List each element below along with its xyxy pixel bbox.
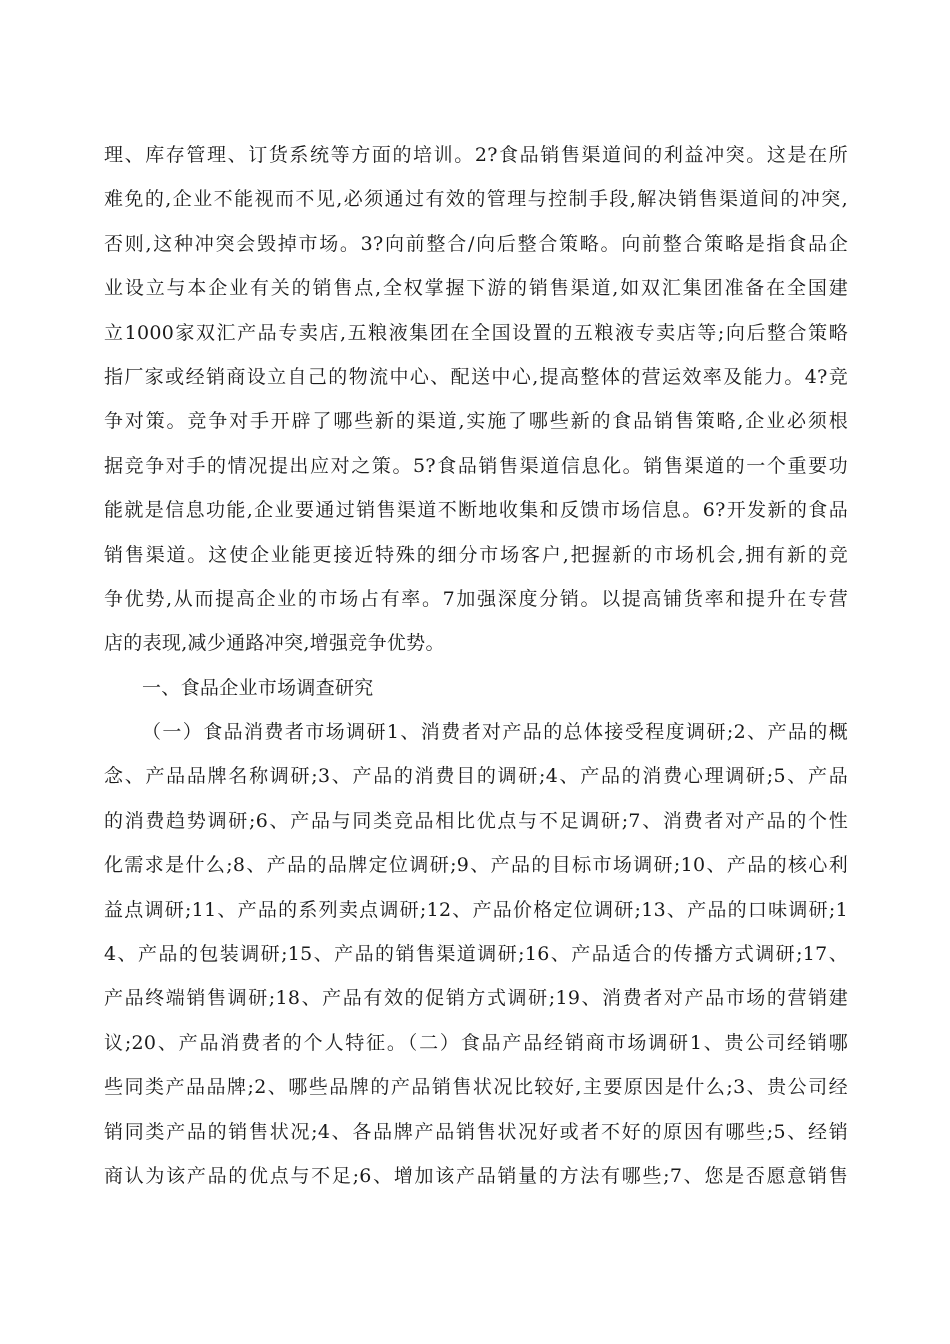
text-line: 难免的,企业不能视而不见,必须通过有效的管理与控制手段,解决销售渠道间的冲突,: [104, 188, 848, 211]
document-body: [104, 133, 848, 1198]
text-line: 据竞争对手的情况提出应对之策。5?食品销售渠道信息化。销售渠道的一个重要功: [104, 454, 848, 477]
text-line: 理、库存管理、订货系统等方面的培训。2?食品销售渠道间的利益冲突。这是在所: [104, 144, 848, 166]
text-line: （一）食品消费者市场调研1、消费者对产品的总体接受程度调研;2、产品的概: [142, 721, 848, 744]
text-line: 些同类产品品牌;2、哪些品牌的产品销售状况比较好,主要原因是什么;3、贵公司经: [104, 1076, 848, 1099]
text-line: 店的表现,减少通路冲突,增强竞争优势。: [104, 632, 445, 655]
section-heading: 一、食品企业市场调查研究: [142, 676, 374, 699]
text-line: 化需求是什么;8、产品的品牌定位调研;9、产品的目标市场调研;10、产品的核心利: [104, 854, 848, 877]
text-line: 议;20、产品消费者的个人特征。（二）食品产品经销商市场调研1、贵公司经销哪: [104, 1031, 848, 1054]
text-line: 争对策。竞争对手开辟了哪些新的渠道,实施了哪些新的食品销售策略,企业必须根: [104, 410, 848, 433]
text-line: 争优势,从而提高企业的市场占有率。7加强深度分销。以提高铺货率和提升在专营: [104, 587, 848, 610]
text-line: 产品终端销售调研;18、产品有效的促销方式调研;19、消费者对产品市场的营销建: [104, 987, 848, 1010]
paragraph-market-research: [104, 710, 848, 1198]
text-line: 能就是信息功能,企业要通过销售渠道不断地收集和反馈市场信息。6?开发新的食品: [104, 499, 848, 522]
text-line: 否则,这种冲突会毁掉市场。3?向前整合/向后整合策略。向前整合策略是指食品企: [104, 232, 848, 255]
paragraph-channel-strategies: [104, 133, 848, 666]
text-line: 销售渠道。这使企业能更接近特殊的细分市场客户,把握新的市场机会,拥有新的竞: [104, 543, 848, 566]
text-line: 的消费趋势调研;6、产品与同类竞品相比优点与不足调研;7、消费者对产品的个性: [104, 809, 848, 832]
text-line: 业设立与本企业有关的销售点,全权掌握下游的销售渠道,如双汇集团准备在全国建: [104, 277, 848, 300]
text-line: 4、产品的包装调研;15、产品的销售渠道调研;16、产品适合的传播方式调研;17、: [104, 943, 848, 966]
text-line: 指厂家或经销商设立自己的物流中心、配送中心,提高整体的营运效率及能力。4?竞: [104, 365, 848, 388]
text-line: 念、产品品牌名称调研;3、产品的消费目的调研;4、产品的消费心理调研;5、产品: [104, 765, 848, 788]
text-line: 销同类产品的销售状况;4、各品牌产品销售状况好或者不好的原因有哪些;5、经销: [104, 1120, 848, 1143]
text-line: 立1000家双汇产品专卖店,五粮液集团在全国设置的五粮液专卖店等;向后整合策略: [104, 321, 848, 344]
text-line: 商认为该产品的优点与不足;6、增加该产品销量的方法有哪些;7、您是否愿意销售: [104, 1164, 848, 1187]
text-line: 益点调研;11、产品的系列卖点调研;12、产品价格定位调研;13、产品的口味调研;1: [104, 898, 848, 921]
